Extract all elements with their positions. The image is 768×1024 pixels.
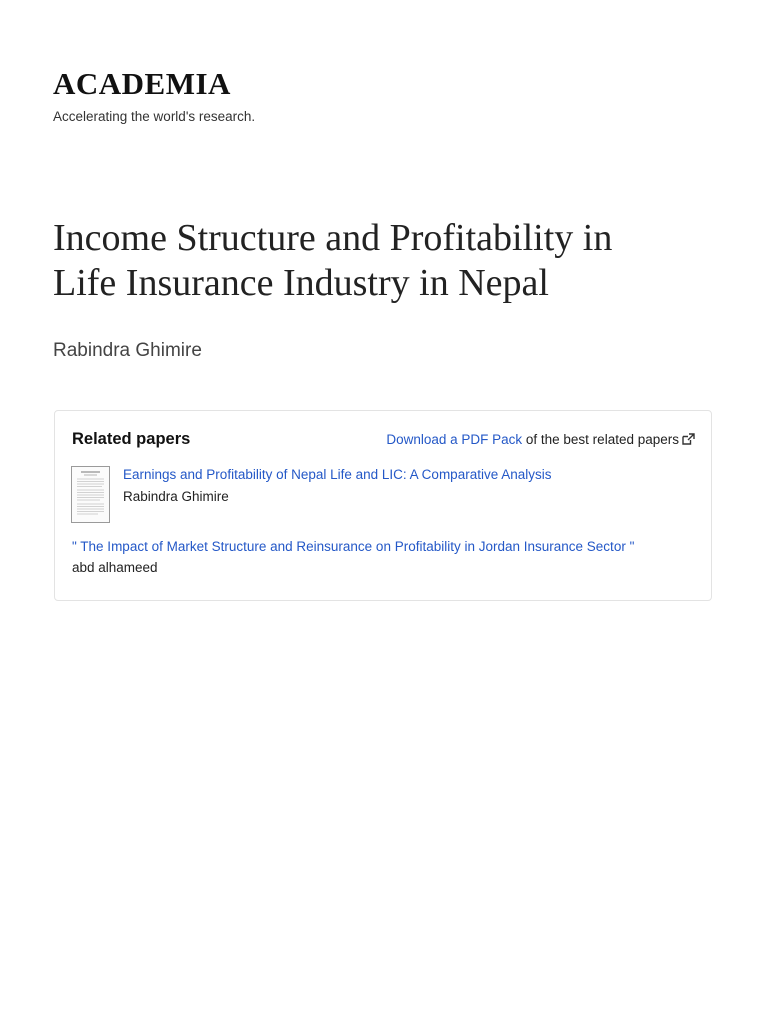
related-paper-2-title-link[interactable]: " The Impact of Market Structure and Reinsurance on Profitability in Jordan Insurance Sector ": [72, 539, 635, 554]
paper-title-line-2: Life Insurance Industry in Nepal: [53, 262, 549, 304]
related-paper-2-author: abd alhameed: [72, 560, 158, 575]
pdf-pack-line: [386, 432, 695, 449]
brand-header: [53, 66, 255, 125]
related-papers-heading: Related papers: [72, 430, 191, 448]
related-paper-thumbnail[interactable]: [71, 466, 110, 523]
brand-tagline: Accelerating the world's research.: [53, 109, 256, 124]
download-pdf-pack-link[interactable]: Download a PDF Pack: [386, 432, 523, 447]
related-papers-panel: [54, 410, 712, 601]
related-paper-1-author: Rabindra Ghimire: [123, 489, 229, 504]
paper-author: Rabindra Ghimire: [53, 340, 202, 361]
paper-title-line-1: Income Structure and Profitability in: [53, 217, 613, 259]
paper-title: [53, 216, 733, 306]
external-link-icon[interactable]: [682, 433, 695, 449]
related-paper-1-title-link[interactable]: Earnings and Profitability of Nepal Life and LIC: A Comparative Analysis: [123, 467, 552, 482]
pdf-pack-suffix: of the best related papers: [522, 432, 679, 447]
academia-logo[interactable]: ACADEMIA: [53, 66, 231, 101]
